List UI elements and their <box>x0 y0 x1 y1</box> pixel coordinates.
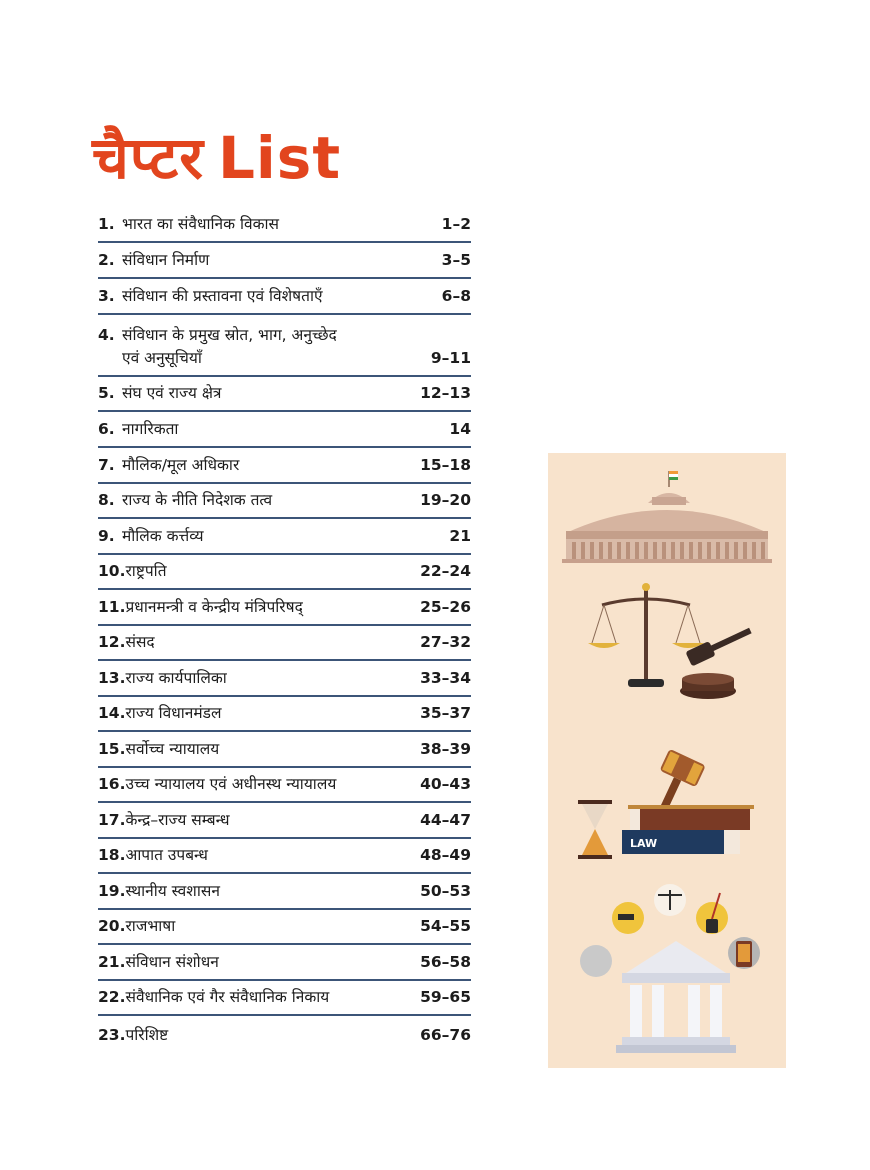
chapter-pages: 9–11 <box>430 349 471 367</box>
hourglass-icon <box>578 800 612 859</box>
chapter-title: राज्य कार्यपालिका <box>125 669 227 687</box>
chapter-number: 5. <box>98 384 115 402</box>
chapter-title: राष्ट्रपति <box>125 562 167 580</box>
page-title-hindi: चैप्टर <box>92 124 204 192</box>
chapter-number: 20. <box>98 917 126 935</box>
chapter-title: राज्य विधानमंडल <box>125 704 222 722</box>
chapter-title: मौलिक/मूल अधिकार <box>122 456 240 474</box>
chapter-number: 18. <box>98 846 126 864</box>
chapter-number: 2. <box>98 251 115 269</box>
chapter-title-line-2: एवं अनुसूचियाँ <box>122 349 202 367</box>
chapter-pages: 22–24 <box>420 562 471 580</box>
chapter-number: 9. <box>98 527 115 545</box>
chapter-title: स्थानीय स्वशासन <box>125 882 220 900</box>
chapter-number: 7. <box>98 456 115 474</box>
chapter-row[interactable] <box>98 910 471 945</box>
chapter-title: सर्वोच्च न्यायालय <box>125 740 220 758</box>
chapter-row[interactable] <box>98 555 471 590</box>
chapter-row[interactable] <box>98 981 471 1016</box>
chapter-row[interactable] <box>98 697 471 732</box>
chapter-row[interactable] <box>98 661 471 697</box>
chapter-title: केन्द्र–राज्य सम्बन्ध <box>125 811 230 829</box>
chapter-number: 13. <box>98 669 126 687</box>
chapter-pages: 40–43 <box>420 775 471 793</box>
scales-of-justice-icon <box>588 583 754 699</box>
chapter-row[interactable] <box>98 1016 471 1052</box>
chapter-row[interactable] <box>98 803 471 839</box>
chapter-title: संविधान संशोधन <box>125 953 219 971</box>
chapter-title: संघ एवं राज्य क्षेत्र <box>122 384 222 402</box>
chapter-number: 8. <box>98 491 115 509</box>
chapter-row[interactable] <box>98 768 471 803</box>
chapter-row[interactable] <box>98 945 471 981</box>
chapter-number: 6. <box>98 420 115 438</box>
chapter-pages: 59–65 <box>420 988 471 1006</box>
chapter-row[interactable] <box>98 243 471 279</box>
chapter-pages: 27–32 <box>420 633 471 651</box>
chapter-pages: 1–2 <box>441 215 471 233</box>
chapter-row[interactable] <box>98 874 471 910</box>
chapter-number: 14. <box>98 704 126 722</box>
chapter-pages: 15–18 <box>420 456 471 474</box>
law-book-label: LAW <box>630 837 658 850</box>
chapter-title <box>122 324 337 370</box>
chapter-number: 21. <box>98 953 126 971</box>
chapter-pages: 66–76 <box>420 1026 471 1044</box>
chapter-title: प्रधानमन्त्री व केन्द्रीय मंत्रिपरिषद् <box>125 598 303 616</box>
chapter-row[interactable] <box>98 279 471 315</box>
chapter-pages: 38–39 <box>420 740 471 758</box>
chapter-number: 15. <box>98 740 126 758</box>
chapter-row[interactable] <box>98 519 471 555</box>
chapter-pages: 35–37 <box>420 704 471 722</box>
chapter-pages: 44–47 <box>420 811 471 829</box>
chapter-title: उच्च न्यायालय एवं अधीनस्थ न्यायालय <box>125 775 337 793</box>
chapter-pages: 50–53 <box>420 882 471 900</box>
courthouse-icon <box>580 884 760 1053</box>
chapter-number: 12. <box>98 633 126 651</box>
chapter-pages: 19–20 <box>420 491 471 509</box>
chapter-number: 4. <box>98 326 115 344</box>
chapter-list <box>98 210 471 1052</box>
chapter-pages: 3–5 <box>441 251 471 269</box>
chapter-title: संविधान निर्माण <box>122 251 210 269</box>
chapter-pages: 14 <box>449 420 471 438</box>
chapter-pages: 25–26 <box>420 598 471 616</box>
chapter-row[interactable] <box>98 590 471 626</box>
chapter-row[interactable] <box>98 839 471 874</box>
chapter-row[interactable] <box>98 626 471 661</box>
chapter-title-line-1: संविधान के प्रमुख स्रोत, भाग, अनुच्छेद <box>122 326 337 344</box>
chapter-title: नागरिकता <box>122 420 179 438</box>
chapter-title: राज्य के नीति निदेशक तत्व <box>122 491 273 509</box>
chapter-title: आपात उपबन्ध <box>125 846 208 864</box>
chapter-row[interactable] <box>98 732 471 768</box>
law-books-icon <box>622 805 754 854</box>
chapter-row[interactable] <box>98 412 471 448</box>
chapter-pages: 54–55 <box>420 917 471 935</box>
smartphone-icon <box>736 941 752 967</box>
chapter-number: 17. <box>98 811 126 829</box>
chapter-number: 23. <box>98 1026 126 1044</box>
chapter-title: संविधान की प्रस्तावना एवं विशेषताएँ <box>122 287 323 305</box>
chapter-pages: 48–49 <box>420 846 471 864</box>
parliament-icon <box>562 471 772 563</box>
chapter-title: संसद <box>125 633 155 651</box>
chapter-number: 22. <box>98 988 126 1006</box>
chapter-number: 16. <box>98 775 126 793</box>
chapter-pages: 33–34 <box>420 669 471 687</box>
chapter-row[interactable] <box>98 315 471 377</box>
chapter-number: 1. <box>98 215 115 233</box>
chapter-number: 10. <box>98 562 126 580</box>
law-illustration-panel <box>548 453 786 1068</box>
chapter-row[interactable] <box>98 377 471 412</box>
chapter-title: संवैधानिक एवं गैर संवैधानिक निकाय <box>125 988 330 1006</box>
chapter-number: 3. <box>98 287 115 305</box>
page-title-latin: List <box>217 124 342 192</box>
chapter-pages: 6–8 <box>441 287 471 305</box>
chapter-title: भारत का संवैधानिक विकास <box>122 215 279 233</box>
chapter-row[interactable] <box>98 210 471 243</box>
chapter-title: मौलिक कर्त्तव्य <box>122 527 204 545</box>
page-title <box>92 118 341 198</box>
chapter-number: 11. <box>98 598 126 616</box>
law-illustration <box>548 453 786 1068</box>
chapter-pages: 56–58 <box>420 953 471 971</box>
chapter-title: राजभाषा <box>125 917 176 935</box>
chapter-row[interactable] <box>98 448 471 484</box>
chapter-number: 19. <box>98 882 126 900</box>
chapter-pages: 21 <box>449 527 471 545</box>
chapter-title: परिशिष्ट <box>125 1026 169 1044</box>
chapter-row[interactable] <box>98 484 471 519</box>
chapter-pages: 12–13 <box>420 384 471 402</box>
